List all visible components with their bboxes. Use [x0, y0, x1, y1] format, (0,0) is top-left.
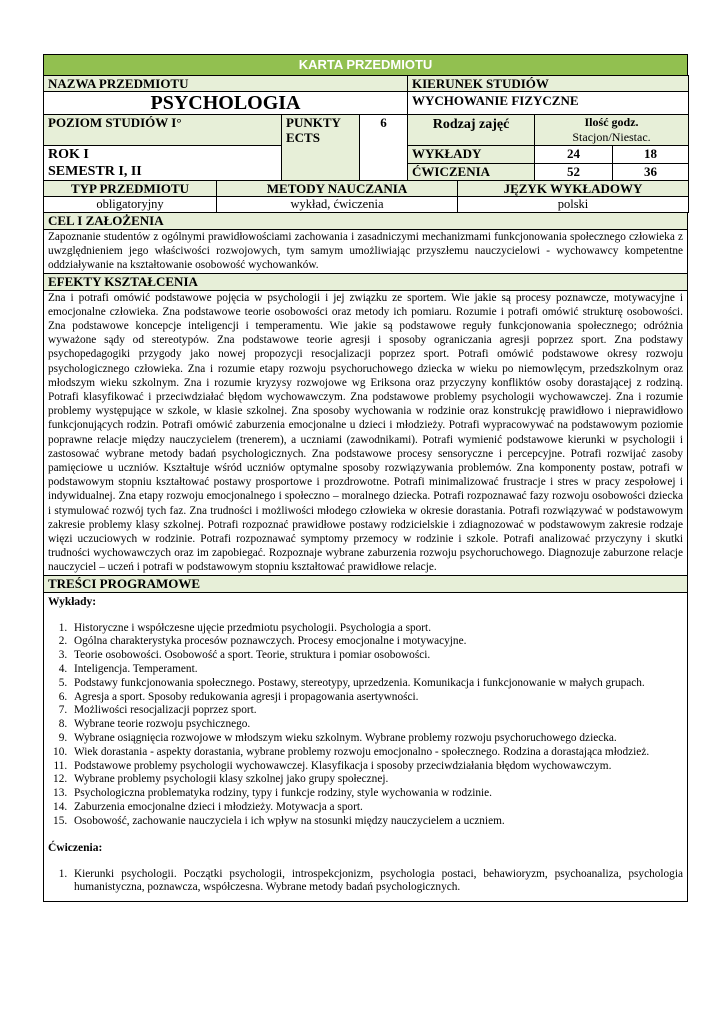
study-level-label: POZIOM STUDIÓW I°: [44, 115, 282, 146]
exercises-hours-nonstat: 36: [613, 163, 689, 181]
goals-heading: CEL I ZAŁOŻENIA: [44, 213, 688, 230]
ects-label: PUNKTY ECTS: [282, 115, 360, 181]
teaching-methods-value: wykład, ćwiczenia: [217, 197, 458, 213]
lectures-label: WYKŁADY: [408, 146, 535, 164]
ects-value: 6: [360, 115, 408, 181]
info-table-bottom: [43, 212, 688, 902]
lectures-item: 15. Osobowość, zachowanie nauczyciela i ich wpływ na stosunki między nauczycielem a uczniem.: [70, 815, 683, 829]
info-table-middle: [43, 180, 689, 213]
lectures-item: 4. Inteligencja. Temperament.: [70, 663, 683, 677]
info-table-top: [43, 75, 689, 181]
lectures-item: 13. Psychologiczna problematyka rodziny, typy i funkcje rodziny, style wychowania w rodzinie.: [70, 787, 683, 801]
outcomes-heading: EFEKTY KSZTAŁCENIA: [44, 273, 688, 290]
goals-text: Zapoznanie studentów z ogólnymi prawidłowościami zachowania i zasadniczymi mechanizmami funkcjonowania społecznego człowieka z uwzględnieniem jego właściwości rozwojowych, tym samym umożliwiając przyszłemu nauczycielowi - wychowawcy kompetentne oddziaływanie na kształtowanie osobowość wychowanków.: [44, 230, 688, 274]
hours-header: [535, 115, 689, 146]
classes-type-label: Rodzaj zajęć: [408, 115, 535, 146]
language-value: polski: [458, 197, 689, 213]
year-semester: [44, 146, 282, 181]
lectures-item: 14. Zaburzenia emocjonalne dzieci i młodzieży. Motywacja a sport.: [70, 801, 683, 815]
lectures-item: 10. Wiek dorastania - aspekty dorastania, wybrane problemy rozwoju emocjonalno - społecznego. Rodzina a dorastająca młodzież.: [70, 746, 683, 760]
subject-type-value: obligatoryjny: [44, 197, 217, 213]
hours-sublabel: Stacjon/Niestac.: [572, 130, 651, 144]
exercises-label: ĆWICZENIA: [408, 163, 535, 181]
lectures-item: 9. Wybrane osiągnięcia rozwojowe w młodszym wieku szkolnym. Wybrane problemy rozwoju psychoruchowego dziecka.: [70, 732, 683, 746]
lectures-hours-stat: 24: [535, 146, 613, 164]
semester-value: SEMESTR I, II: [48, 164, 142, 179]
subject-name-value: PSYCHOLOGIA: [44, 92, 408, 115]
outcomes-text: Zna i potrafi omówić podstawowe pojęcia w psychologii i jej związku ze sportem. Wie jakie są procesy poznawcze, motywacyjne i emocjonalne człowieka. Zna podstawowe teorie osobowości oraz metody ich pomiaru. Rozumie i potrafi omówić strukturę osobowości. Zna podstawowe koncepcje inteligencji i temperamentu. Wie jakie są podstawowe reguły funkcjonowania społecznego; odróżnia wyważone sądy od stereotypów. Zna podstawowe teorie agresji i sposoby ograniczania agresji poprzez sport. Zna podstawy psychopedagogiki przygody jako nowej propozycji resocjalizacji poprzez sport. Potrafi omówić podstawowe okresy rozwoju psychologicznego człowieka. Zna i rozumie etapy rozwoju psychoruchowego dziecka w wieku po niemowlęcym, przedszkolnym oraz młodszym wieku szkolnym. Zna i rozumie kryzysy rozwojowe wg Eriksona oraz przyczyny konfliktów osoby dorastającej z rodziną. Potrafi klasyfikować i przeciwdziałać błędom wychowawczym. Zna podstawowe problemy psychologii wychowawczej. Zna i rozumie problemy występujące w szkole, w klasie szkolnej. Zna sposoby wychowania w rodzinie oraz konstrukcję prawidłowo i nieprawidłowo funkcjonujących rodzin. Potrafi omówić zaburzenia emocjonalne u dzieci i młodzieży. Potrafi wypracowywać na podstawowym poziomie poprawne relacje między nauczycielem (trenerem), a uczniami (zawodnikami). Potrafi wymienić podstawowe kierunki w psychologii i zastosować wybrane metody badań psychologicznych. Zna podstawowe procesy sensoryczne i percepcyjne. Potrafi rozwijać zasoby pamięciowe u uczniów. Kształtuje wśród uczniów optymalne sposoby rozwiązywania problemów. Zna komponenty postaw, potrafi w podstawowym stopniu kształtować postawy prosportowe i prozdrowotne. Potrafi minimalizować frustracje i stres w pracy zespołowej i indywidualnej. Zna etapy rozwoju emocjonalnego i społeczno – moralnego dziecka. Potrafi rozpoznawać fazy rozwoju osobowości dziecka i stymulować rozwój tych faz. Zna trudności i możliwości młodego człowieka w okresie dorastania. Potrafi rozwiązywać w podstawowym zakresie problemy klasy szkolnej. Potrafi rozpoznać prawidłowe postawy rodzicielskie i zdiagnozować w podstawowym zakresie rodzaje więzi uczuciowych w rodzinie. Potrafi rozpoznawać symptomy przemocy w rodzinie i szkole. Potrafi analizować przyczyny i skutki trudności wychowawczych oraz im zapobiegać. Rozpoznaje wybrane zaburzenia rozwoju psychoruchowego. Diagnozuje zaburzone relacje nauczyciel – uczeń i potrafi w podstawowym stopniu kształtować prawidłowe relacje.: [44, 290, 688, 575]
language-label: JĘZYK WYKŁADOWY: [458, 181, 689, 197]
content-heading: TREŚCI PROGRAMOWE: [44, 575, 688, 592]
lectures-item: 11. Podstawowe problemy psychologii wychowawczej. Klasyfikacja i sposoby przeciwdziałania błędom wychowawczym.: [70, 760, 683, 774]
lectures-title: Wykłady:: [48, 595, 97, 608]
study-direction-label: KIERUNEK STUDIÓW: [408, 76, 689, 92]
card-title: KARTA PRZEDMIOTU: [43, 54, 688, 76]
study-direction-value: WYCHOWANIE FIZYCZNE: [408, 92, 689, 115]
course-card: [43, 54, 688, 902]
lectures-item: 7. Możliwości resocjalizacji poprzez sport.: [70, 704, 683, 718]
subject-type-label: TYP PRZEDMIOTU: [44, 181, 217, 197]
lectures-item: 1. Historyczne i współczesne ujęcie przedmiotu psychologii. Psychologia a sport.: [70, 622, 683, 636]
content-body: [44, 592, 688, 902]
exercises-title: Ćwiczenia:: [48, 841, 103, 854]
lectures-item: 12. Wybrane problemy psychologii klasy szkolnej jako grupy społecznej.: [70, 773, 683, 787]
exercises-hours-stat: 52: [535, 163, 613, 181]
lectures-hours-nonstat: 18: [613, 146, 689, 164]
exercises-list: [48, 868, 683, 896]
lectures-item: 6. Agresja a sport. Sposoby redukowania agresji i propagowania asertywności.: [70, 691, 683, 705]
exercises-item: 1. Kierunki psychologii. Początki psychologii, introspekcjonizm, psychologia postaci, behawioryzm, psychoanaliza, psychologia humanistyczna, poznawcza, współczesna. Wybrane metody badań psychologicznych.: [70, 868, 683, 896]
lectures-item: 8. Wybrane teorie rozwoju psychicznego.: [70, 718, 683, 732]
hours-label: Ilość godz.: [584, 115, 639, 129]
subject-name-label: NAZWA PRZEDMIOTU: [44, 76, 408, 92]
teaching-methods-label: METODY NAUCZANIA: [217, 181, 458, 197]
lectures-list: [48, 622, 683, 829]
year-value: ROK I: [48, 147, 89, 162]
lectures-item: 5. Podstawy funkcjonowania społecznego. Postawy, stereotypy, uprzedzenia. Komunikacja i funkcjonowanie w małych grupach.: [70, 677, 683, 691]
lectures-item: 3. Teorie osobowości. Osobowość a sport. Teorie, struktura i pomiar osobowości.: [70, 649, 683, 663]
lectures-item: 2. Ogólna charakterystyka procesów poznawczych. Procesy emocjonalne i motywacyjne.: [70, 635, 683, 649]
